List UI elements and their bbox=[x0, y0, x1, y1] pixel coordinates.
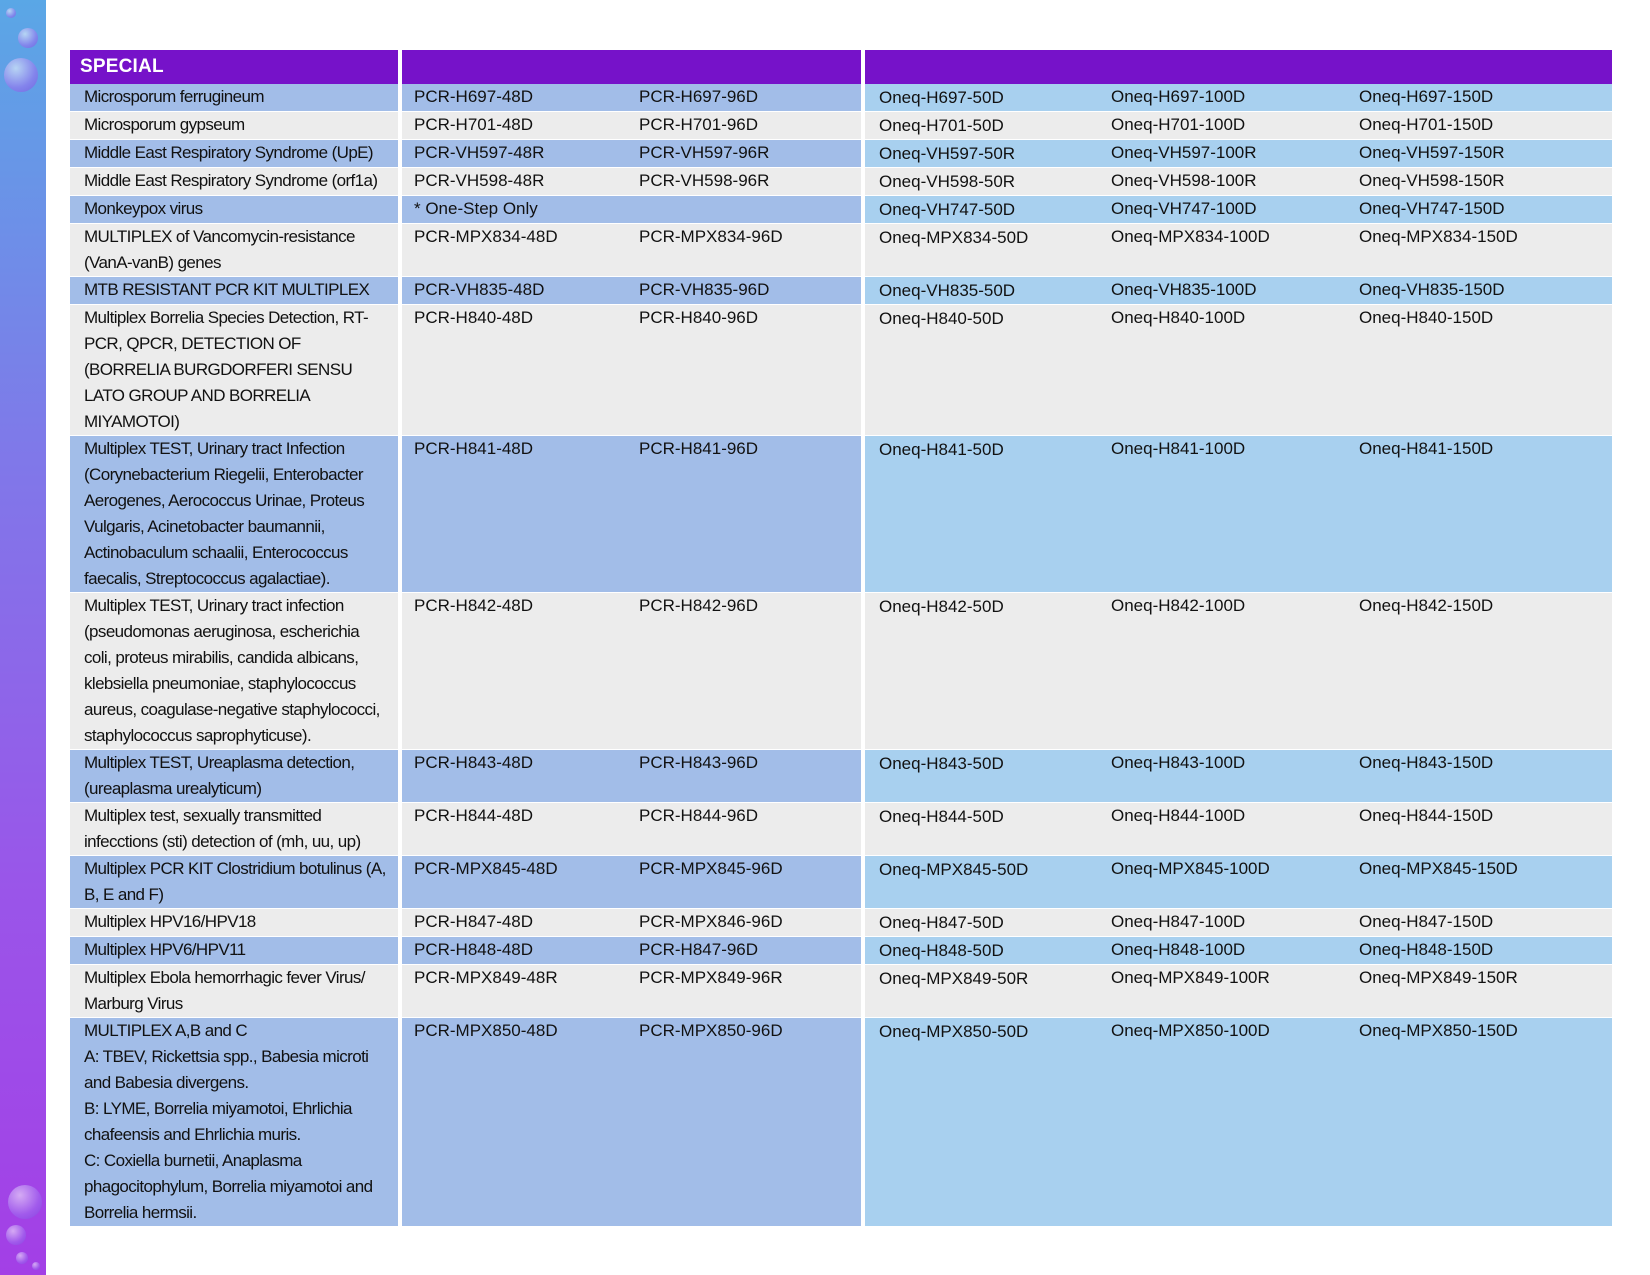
oneq-150-code: Oneq-MPX834-150D bbox=[1347, 224, 1612, 277]
oneq-50-code: Oneq-VH597-50R bbox=[865, 140, 1099, 168]
oneq-100-code: Oneq-H844-100D bbox=[1099, 803, 1347, 856]
oneq-50-code: Oneq-H842-50D bbox=[865, 593, 1099, 750]
oneq-100-code: Oneq-VH597-100R bbox=[1099, 140, 1347, 168]
product-name-cell bbox=[70, 305, 402, 436]
oneq-100-code: Oneq-MPX849-100R bbox=[1099, 965, 1347, 1018]
product-name-cell bbox=[70, 1018, 402, 1227]
product-name-text: Middle East Respiratory Syndrome (orf1a) bbox=[84, 171, 378, 190]
product-name-text: Monkeypox virus bbox=[84, 199, 203, 218]
oneq-150-code: Oneq-H842-150D bbox=[1347, 593, 1612, 750]
oneq-50-code: Oneq-H843-50D bbox=[865, 750, 1099, 803]
bubble-decoration bbox=[16, 1252, 28, 1264]
oneq-100-code: Oneq-MPX850-100D bbox=[1099, 1018, 1347, 1227]
product-name-cell bbox=[70, 965, 402, 1018]
product-name-cell bbox=[70, 803, 402, 856]
pcr-48-code: PCR-H701-48D bbox=[402, 112, 627, 140]
table-row bbox=[70, 277, 1612, 305]
oneq-50-code: Oneq-H848-50D bbox=[865, 937, 1099, 965]
oneq-150-code: Oneq-MPX845-150D bbox=[1347, 856, 1612, 909]
header-special: SPECIAL bbox=[70, 50, 402, 84]
oneq-50-code: Oneq-VH835-50D bbox=[865, 277, 1099, 305]
side-decoration-bar bbox=[0, 0, 46, 1275]
product-name-cell bbox=[70, 196, 402, 224]
product-name-cell bbox=[70, 436, 402, 593]
oneq-100-code: Oneq-H842-100D bbox=[1099, 593, 1347, 750]
oneq-150-code: Oneq-H844-150D bbox=[1347, 803, 1612, 856]
product-name-cell bbox=[70, 84, 402, 112]
pcr-48-code: PCR-MPX850-48D bbox=[402, 1018, 627, 1227]
product-name-text: B: LYME, Borrelia miyamotoi, Ehrlichia chafeensis and Ehrlichia muris. bbox=[84, 1099, 352, 1144]
pcr-48-code: PCR-MPX834-48D bbox=[402, 224, 627, 277]
oneq-150-code: Oneq-H697-150D bbox=[1347, 84, 1612, 112]
pcr-96-code: PCR-H701-96D bbox=[627, 112, 865, 140]
oneq-100-code: Oneq-H841-100D bbox=[1099, 436, 1347, 593]
oneq-150-code: Oneq-H701-150D bbox=[1347, 112, 1612, 140]
table-row bbox=[70, 1018, 1612, 1227]
oneq-150-code: Oneq-MPX849-150R bbox=[1347, 965, 1612, 1018]
header-oneq bbox=[865, 50, 1612, 84]
product-code-table bbox=[70, 50, 1612, 1227]
table-row bbox=[70, 909, 1612, 937]
pcr-96-code: PCR-VH597-96R bbox=[627, 140, 865, 168]
oneq-100-code: Oneq-H843-100D bbox=[1099, 750, 1347, 803]
table-header-row bbox=[70, 50, 1612, 84]
bubble-decoration bbox=[18, 28, 38, 48]
product-name-cell bbox=[70, 140, 402, 168]
oneq-50-code: Oneq-H847-50D bbox=[865, 909, 1099, 937]
product-name-text: Multiplex PCR KIT Clostridium botulinus (A, B, E and F) bbox=[84, 859, 386, 904]
table-row bbox=[70, 937, 1612, 965]
product-name-text: Multiplex TEST, Urinary tract Infection (Corynebacterium Riegelii, Enterobacter Aerogenes, Aerococcus Urinae, Proteus Vulgaris, Acinetobacter baumannii, Actinobaculum schaalii, Enterococcus faecalis, Streptococcus agalactiae). bbox=[84, 439, 365, 588]
oneq-50-code: Oneq-MPX845-50D bbox=[865, 856, 1099, 909]
bubble-decoration bbox=[32, 1262, 40, 1270]
pcr-96-code: PCR-H697-96D bbox=[627, 84, 865, 112]
pcr-96-code: PCR-VH598-96R bbox=[627, 168, 865, 196]
table-row bbox=[70, 112, 1612, 140]
table-row bbox=[70, 436, 1612, 593]
bubble-decoration bbox=[4, 58, 38, 92]
table-row bbox=[70, 965, 1612, 1018]
pcr-48-code: PCR-H842-48D bbox=[402, 593, 627, 750]
product-name-text: Microsporum ferrugineum bbox=[84, 87, 264, 106]
bubble-decoration bbox=[8, 1185, 42, 1219]
pcr-48-code: PCR-VH835-48D bbox=[402, 277, 627, 305]
table-row bbox=[70, 224, 1612, 277]
oneq-150-code: Oneq-VH747-150D bbox=[1347, 196, 1612, 224]
oneq-150-code: Oneq-MPX850-150D bbox=[1347, 1018, 1612, 1227]
oneq-100-code: Oneq-H840-100D bbox=[1099, 305, 1347, 436]
table-row bbox=[70, 140, 1612, 168]
table-row bbox=[70, 168, 1612, 196]
pcr-48-code: PCR-H844-48D bbox=[402, 803, 627, 856]
pcr-96-code: PCR-MPX834-96D bbox=[627, 224, 865, 277]
oneq-100-code: Oneq-MPX834-100D bbox=[1099, 224, 1347, 277]
pcr-96-code: PCR-H840-96D bbox=[627, 305, 865, 436]
header-pcr bbox=[402, 50, 865, 84]
pcr-48-code: PCR-MPX845-48D bbox=[402, 856, 627, 909]
oneq-100-code: Oneq-H847-100D bbox=[1099, 909, 1347, 937]
table-row bbox=[70, 196, 1612, 224]
table-row bbox=[70, 856, 1612, 909]
pcr-96-code: PCR-MPX850-96D bbox=[627, 1018, 865, 1227]
product-name-text: Middle East Respiratory Syndrome (UpE) bbox=[84, 143, 373, 162]
product-name-cell bbox=[70, 224, 402, 277]
pcr-48-code: PCR-H840-48D bbox=[402, 305, 627, 436]
pcr-48-code: PCR-H841-48D bbox=[402, 436, 627, 593]
product-name-text: Microsporum gypseum bbox=[84, 115, 245, 134]
pcr-48-code: PCR-H847-48D bbox=[402, 909, 627, 937]
product-name-cell bbox=[70, 112, 402, 140]
pcr-48-code: PCR-VH598-48R bbox=[402, 168, 627, 196]
oneq-150-code: Oneq-VH597-150R bbox=[1347, 140, 1612, 168]
product-table-container bbox=[70, 50, 1612, 1227]
product-name-cell bbox=[70, 750, 402, 803]
product-name-text: Multiplex HPV16/HPV18 bbox=[84, 912, 256, 931]
pcr-48-code: * One-Step Only bbox=[402, 196, 627, 224]
oneq-100-code: Oneq-MPX845-100D bbox=[1099, 856, 1347, 909]
oneq-50-code: Oneq-VH747-50D bbox=[865, 196, 1099, 224]
table-row bbox=[70, 750, 1612, 803]
product-name-text: A: TBEV, Rickettsia spp., Babesia microti and Babesia divergens. bbox=[84, 1047, 369, 1092]
pcr-48-code: PCR-H848-48D bbox=[402, 937, 627, 965]
product-name-cell bbox=[70, 937, 402, 965]
oneq-50-code: Oneq-H840-50D bbox=[865, 305, 1099, 436]
product-name-text: C: Coxiella burnetii, Anaplasma phagocitophylum, Borrelia miyamotoi and Borrelia hermsii. bbox=[84, 1151, 373, 1222]
pcr-96-code bbox=[627, 196, 865, 224]
bubble-decoration bbox=[6, 8, 16, 18]
oneq-50-code: Oneq-MPX849-50R bbox=[865, 965, 1099, 1018]
product-name-text: MULTIPLEX A,B and C bbox=[84, 1021, 248, 1040]
oneq-150-code: Oneq-H840-150D bbox=[1347, 305, 1612, 436]
product-name-text: Multiplex Ebola hemorrhagic fever Virus/ Marburg Virus bbox=[84, 968, 365, 1013]
oneq-100-code: Oneq-VH598-100R bbox=[1099, 168, 1347, 196]
pcr-96-code: PCR-H847-96D bbox=[627, 937, 865, 965]
table-row bbox=[70, 593, 1612, 750]
product-name-text: MTB RESISTANT PCR KIT MULTIPLEX bbox=[84, 280, 370, 299]
product-name-text: Multiplex TEST, Ureaplasma detection, (ureaplasma urealyticum) bbox=[84, 753, 355, 798]
product-name-text: MULTIPLEX of Vancomycin-resistance (VanA-vanB) genes bbox=[84, 227, 355, 272]
product-name-text: Multiplex TEST, Urinary tract infection (pseudomonas aeruginosa, escherichia coli, proteus mirabilis, candida albicans, klebsiella pneumoniae, staphylococcus aureus, coagulase-negative staphylococci, staphylococcus saprophyticuse). bbox=[84, 596, 380, 745]
oneq-150-code: Oneq-H847-150D bbox=[1347, 909, 1612, 937]
product-name-cell bbox=[70, 168, 402, 196]
pcr-48-code: PCR-H843-48D bbox=[402, 750, 627, 803]
oneq-50-code: Oneq-H841-50D bbox=[865, 436, 1099, 593]
oneq-50-code: Oneq-VH598-50R bbox=[865, 168, 1099, 196]
oneq-100-code: Oneq-H701-100D bbox=[1099, 112, 1347, 140]
oneq-100-code: Oneq-H848-100D bbox=[1099, 937, 1347, 965]
product-name-text: Multiplex HPV6/HPV11 bbox=[84, 940, 246, 959]
oneq-100-code: Oneq-VH747-100D bbox=[1099, 196, 1347, 224]
oneq-150-code: Oneq-H843-150D bbox=[1347, 750, 1612, 803]
pcr-96-code: PCR-VH835-96D bbox=[627, 277, 865, 305]
table-row bbox=[70, 803, 1612, 856]
product-name-cell bbox=[70, 593, 402, 750]
pcr-96-code: PCR-H843-96D bbox=[627, 750, 865, 803]
pcr-48-code: PCR-VH597-48R bbox=[402, 140, 627, 168]
pcr-96-code: PCR-H842-96D bbox=[627, 593, 865, 750]
oneq-50-code: Oneq-H701-50D bbox=[865, 112, 1099, 140]
product-name-text: Multiplex test, sexually transmitted infecctions (sti) detection of (mh, uu, up) bbox=[84, 806, 361, 851]
oneq-150-code: Oneq-VH598-150R bbox=[1347, 168, 1612, 196]
pcr-96-code: PCR-MPX845-96D bbox=[627, 856, 865, 909]
table-row bbox=[70, 84, 1612, 112]
oneq-100-code: Oneq-VH835-100D bbox=[1099, 277, 1347, 305]
oneq-150-code: Oneq-VH835-150D bbox=[1347, 277, 1612, 305]
pcr-96-code: PCR-MPX846-96D bbox=[627, 909, 865, 937]
product-name-cell bbox=[70, 909, 402, 937]
table-row bbox=[70, 305, 1612, 436]
pcr-96-code: PCR-MPX849-96R bbox=[627, 965, 865, 1018]
oneq-50-code: Oneq-H697-50D bbox=[865, 84, 1099, 112]
oneq-150-code: Oneq-H848-150D bbox=[1347, 937, 1612, 965]
product-name-text: Multiplex Borrelia Species Detection, RT-PCR, QPCR, DETECTION OF (BORRELIA BURGDORFERI SENSU LATO GROUP AND BORRELIA MIYAMOTOI) bbox=[84, 308, 369, 431]
oneq-150-code: Oneq-H841-150D bbox=[1347, 436, 1612, 593]
pcr-48-code: PCR-MPX849-48R bbox=[402, 965, 627, 1018]
oneq-100-code: Oneq-H697-100D bbox=[1099, 84, 1347, 112]
product-name-cell bbox=[70, 277, 402, 305]
oneq-50-code: Oneq-MPX850-50D bbox=[865, 1018, 1099, 1227]
pcr-48-code: PCR-H697-48D bbox=[402, 84, 627, 112]
pcr-96-code: PCR-H841-96D bbox=[627, 436, 865, 593]
oneq-50-code: Oneq-MPX834-50D bbox=[865, 224, 1099, 277]
pcr-96-code: PCR-H844-96D bbox=[627, 803, 865, 856]
product-name-cell bbox=[70, 856, 402, 909]
oneq-50-code: Oneq-H844-50D bbox=[865, 803, 1099, 856]
bubble-decoration bbox=[6, 1225, 26, 1245]
